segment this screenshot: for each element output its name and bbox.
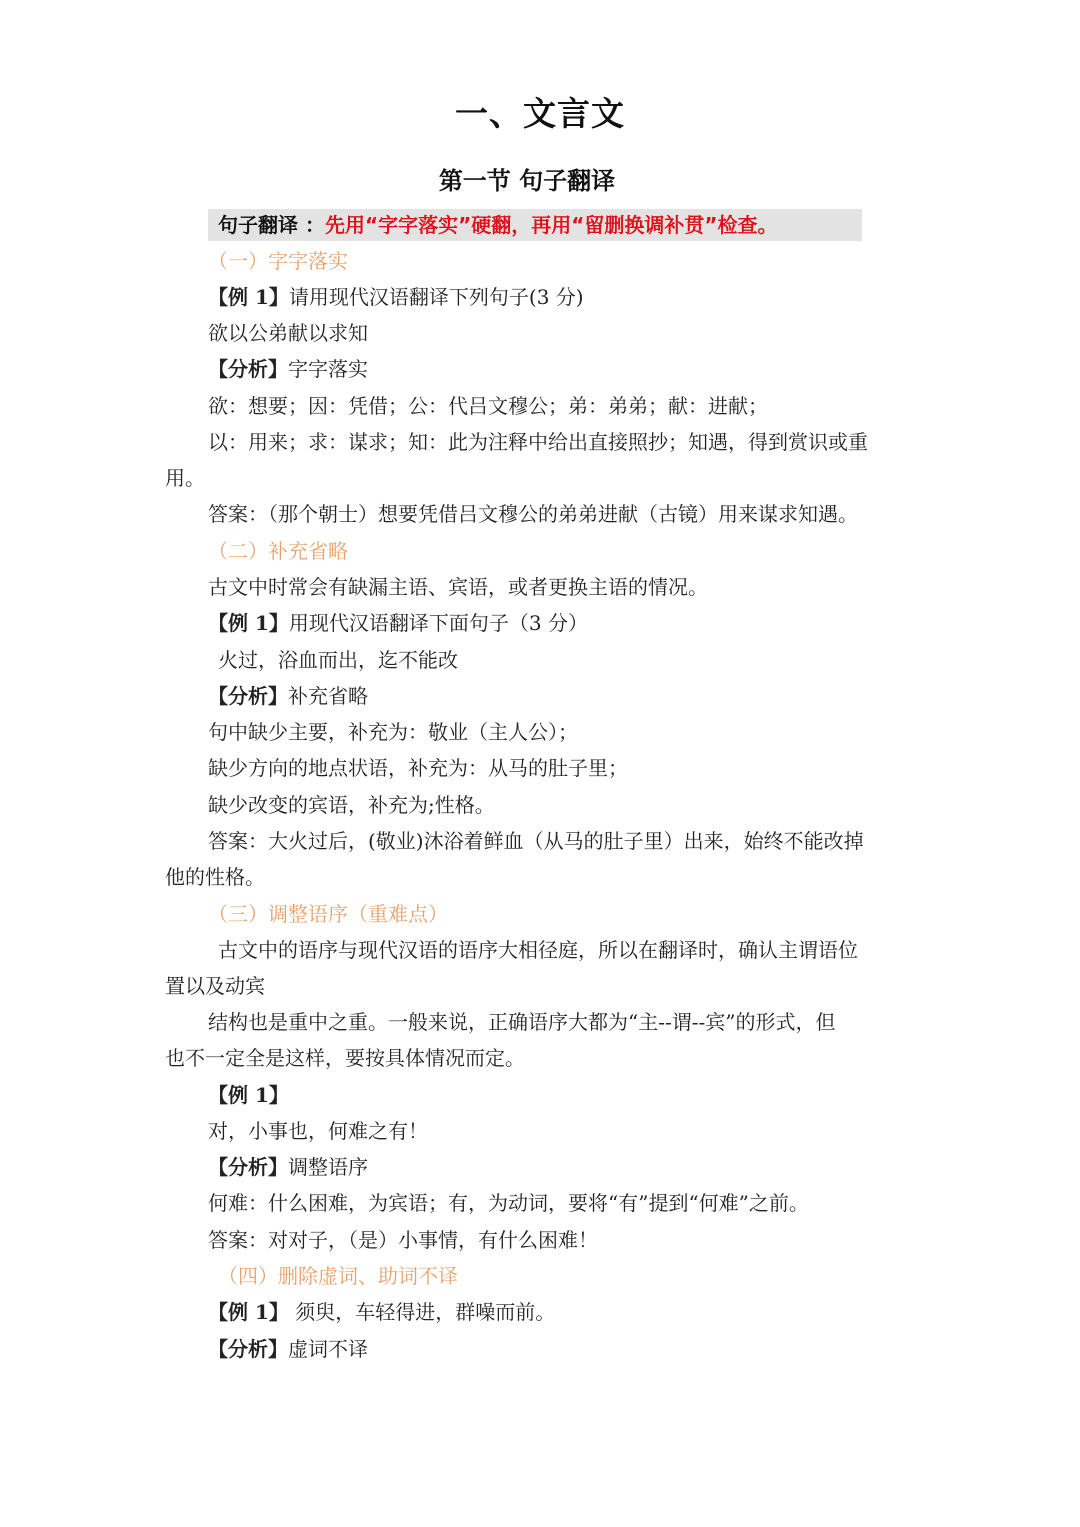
- section-1-heading: （一）字字落实: [208, 249, 348, 273]
- example-text: 用现代汉语翻译下面句子（3 分）: [288, 611, 588, 635]
- analysis-tag: 【分析】: [208, 1155, 288, 1179]
- page-title: 一、文言文: [455, 94, 625, 133]
- analysis-text: 字字落实: [288, 357, 368, 381]
- s2-answer-a: 答案：大火过后，(敬业)沐浴着鲜血（从马的肚子里）出来，始终不能改掉: [208, 829, 864, 853]
- s2-example: [208, 608, 588, 638]
- s2-answer-b: 他的性格。: [165, 865, 265, 889]
- s3-p1a: 古文中的语序与现代汉语的语序大相径庭，所以在翻译时，确认主谓语位: [218, 938, 858, 962]
- example-tag: 【例 1】: [208, 285, 289, 309]
- example-tag: 【例 1】: [208, 1300, 289, 1324]
- s3-example-tag: 【例 1】: [208, 1083, 289, 1107]
- banner-separator: ：: [298, 213, 325, 237]
- analysis-text: 补充省略: [288, 684, 368, 708]
- s1-line2a: 以：用来；求：谋求；知：此为注释中给出直接照抄；知遇，得到赏识或重: [208, 430, 868, 454]
- s1-example: [208, 282, 584, 312]
- s3-p2a: 结构也是重中之重。一般来说，正确语序大都为“主--谓--宾”的形式，但: [208, 1010, 836, 1034]
- s1-answer: 答案：（那个朝士）想要凭借吕文穆公的弟弟进献（古镜）用来谋求知遇。: [208, 502, 858, 526]
- analysis-tag: 【分析】: [208, 684, 288, 708]
- analysis-tag: 【分析】: [208, 1337, 288, 1361]
- banner-label: 句子翻译: [218, 213, 298, 237]
- example-tag: 【例 1】: [208, 611, 289, 635]
- section-4-heading: （四）删除虚词、助词不译: [218, 1264, 458, 1288]
- example-text: 请用现代汉语翻译下列句子(3 分): [288, 285, 584, 309]
- s1-line2b: 用。: [165, 466, 205, 490]
- s3-p2b: 也不一定全是这样，要按具体情况而定。: [165, 1046, 525, 1070]
- example-text: 须臾，车轻得进，群噪而前。: [288, 1300, 556, 1324]
- section-2-heading: （二）补充省略: [208, 539, 348, 563]
- s4-analysis: [208, 1334, 368, 1364]
- s3-answer: 答案：对对子，（是）小事情，有什么困难！: [208, 1228, 598, 1252]
- analysis-tag: 【分析】: [208, 357, 288, 381]
- s2-line1: 句中缺少主要，补充为：敬业（主人公）；: [208, 720, 578, 744]
- s2-line3: 缺少改变的宾语，补充为;性格。: [208, 793, 495, 817]
- banner-text: 先用“字字落实”硬翻，再用“留删换调补贯”检查。: [324, 213, 778, 237]
- s1-sentence: 欲以公弟献以求知: [208, 321, 368, 345]
- s3-line1: 何难：什么困难，为宾语；有，为动词，要将“有”提到“何难”之前。: [208, 1191, 809, 1215]
- section-title: 第一节 句子翻译: [438, 167, 616, 195]
- s3-analysis: [208, 1152, 368, 1182]
- summary-banner: [208, 209, 862, 241]
- s3-sentence: 对，小事也，何难之有！: [208, 1119, 428, 1143]
- s3-p1b: 置以及动宾: [165, 974, 265, 998]
- s1-line1: 欲：想要；因：凭借；公：代吕文穆公；弟：弟弟；献：进献；: [208, 394, 768, 418]
- section-3-heading: （三）调整语序（重难点）: [208, 902, 448, 926]
- s2-analysis: [208, 681, 368, 711]
- s2-intro: 古文中时常会有缺漏主语、宾语，或者更换主语的情况。: [208, 575, 708, 599]
- s2-line2: 缺少方向的地点状语，补充为：从马的肚子里；: [208, 756, 628, 780]
- s2-sentence: 火过，浴血而出，迄不能改: [218, 648, 458, 672]
- analysis-text: 调整语序: [288, 1155, 368, 1179]
- s4-example: [208, 1297, 555, 1327]
- s1-analysis: [208, 354, 368, 384]
- analysis-text: 虚词不译: [288, 1337, 368, 1361]
